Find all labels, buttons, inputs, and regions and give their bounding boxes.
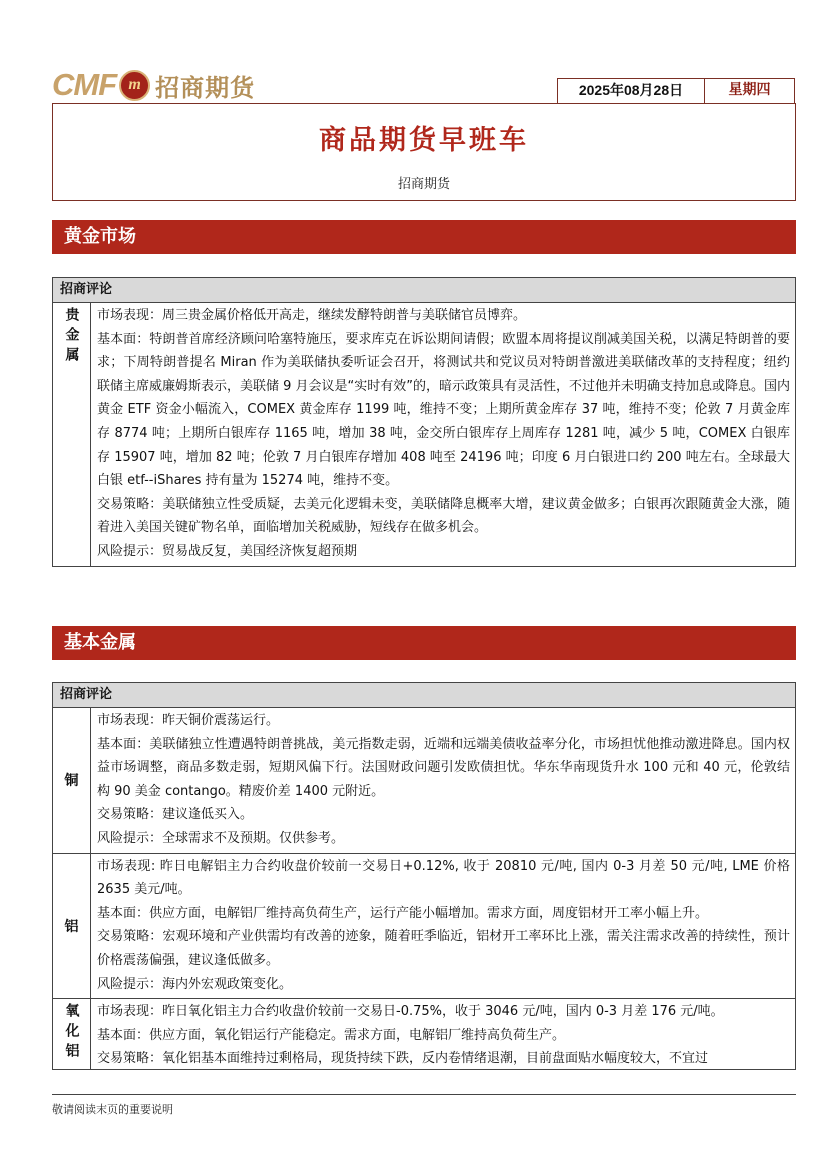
- table-row: [53, 999, 795, 1069]
- risk-warning: 风险提示：全球需求不及预期。仅供参考。: [97, 830, 345, 846]
- section-title-base-metals: 基本金属: [52, 626, 796, 660]
- commentary-cell: [91, 999, 795, 1069]
- logo-cn-text: 招商期货: [155, 72, 256, 102]
- fundamentals: 基本面：供应方面，氧化铝运行产能稳定。需求方面，电解铝厂维持高负荷生产。: [97, 1027, 566, 1043]
- table-row: [53, 303, 795, 566]
- commentary-cell: [91, 708, 795, 853]
- report-weekday: 星期四: [705, 78, 795, 104]
- commentary-table-gold: [52, 277, 796, 567]
- commentary-cell: [91, 303, 795, 566]
- category-label: 氧化铝: [63, 1003, 80, 1064]
- commentary-table-base-metals: [52, 682, 796, 1070]
- table-row: [53, 854, 795, 1000]
- table-header: 招商评论: [53, 683, 795, 708]
- market-performance: 市场表现：周三贵金属价格低开高走，继续发酵特朗普与美联储官员博弈。: [97, 308, 527, 323]
- report-date: 2025年08月28日: [557, 78, 705, 104]
- trading-strategy: 交易策略：建议逢低买入。: [97, 807, 254, 823]
- table-row: [53, 708, 795, 854]
- category-cell: [53, 708, 91, 853]
- logo-medal-icon: [119, 70, 150, 101]
- market-performance: 市场表现: 昨日电解铝主力合约收盘价较前一交易日+0.12%, 收于 20810 元/吨, 国内 0-3 月差 50 元/吨, LME 价格 2635 美元/吨。: [97, 858, 790, 898]
- category-cell: [53, 854, 91, 999]
- risk-warning: 风险提示：海内外宏观政策变化。: [97, 976, 293, 992]
- trading-strategy: 交易策略：氧化铝基本面维持过剩格局，现货持续下跌，反内卷情绪退潮，目前盘面贴水幅度较大，不宜过: [97, 1051, 709, 1067]
- market-performance: 市场表现：昨天铜价震荡运行。: [97, 713, 280, 728]
- company-logo: [52, 64, 255, 106]
- fundamentals: 基本面：美联储独立性遭遇特朗普挑战，美元指数走弱，近端和远端美债收益率分化，市场担忧他推动激进降息。国内权益市场调整，商品多数走弱，短期风偏下行。法国财政问题引发欧债担忧。华东华南现货升水 100 元和 40 元，伦敦结构 90 美金 contango。精废价差 1400 元附近。: [97, 736, 790, 799]
- category-label: 贵金属: [63, 307, 80, 367]
- market-performance: 市场表现：昨日氧化铝主力合约收盘价较前一交易日-0.75%，收于 3046 元/吨，国内 0-3 月差 176 元/吨。: [97, 1004, 724, 1020]
- category-cell: [53, 999, 91, 1069]
- risk-warning: 风险提示：贸易战反复，美国经济恢复超预期: [97, 543, 358, 559]
- category-cell: [53, 303, 91, 566]
- title-box: [52, 103, 796, 201]
- trading-strategy: 交易策略：美联储独立性受质疑，去美元化逻辑未变，美联储降息概率大增，建议黄金做多；白银再次跟随黄金大涨，随着进入美国关键矿物名单，面临增加关税威胁，短线存在做多机会。: [97, 496, 790, 536]
- trading-strategy: 交易策略：宏观环境和产业供需均有改善的迹象，随着旺季临近，铝材开工率环比上涨，需关注需求改善的持续性，预计价格震荡偏强，建议逢低做多。: [97, 929, 790, 968]
- fundamentals: 基本面：供应方面，电解铝厂维持高负荷生产，运行产能小幅增加。需求方面，周度铝材开工率小幅上升。: [97, 905, 709, 921]
- category-label: 铝: [64, 918, 79, 935]
- logo-medal-letter: m: [128, 76, 141, 93]
- footer-note: 敬请阅读末页的重要说明: [52, 1094, 796, 1117]
- logo-cmf-text: CMF: [52, 67, 117, 102]
- page-subtitle: 招商期货: [397, 177, 450, 192]
- category-label: 铜: [64, 773, 79, 790]
- commentary-cell: [91, 854, 795, 999]
- page-title: 商品期货早班车: [319, 125, 529, 156]
- table-header: 招商评论: [53, 278, 795, 303]
- section-title-gold: 黄金市场: [52, 220, 796, 254]
- fundamentals: 基本面：特朗普首席经济顾问哈塞特施压，要求库克在诉讼期间请假；欧盟本周将提议削减美国关税，以满足特朗普的要求；下周特朗普提名 Miran 作为美联储执委听证会召开，将测试共和党议员对特朗普激进美联储改革的支持程度；纽约联储主席威廉姆斯表示，美联储 9 月会议是“实时有效”的，暗示政策具有灵活性，不过他并未明确支持加息或降息。国内黄金 ETF 资金小幅流入，COMEX 黄金库存 1199 吨，维持不变；上期所黄金库存 37 吨，维持不变；伦敦 7 月黄金库存 8774 吨；上期所白银库存 1165 吨，增加 38 吨，金交所白银库存上周库存 1281 吨，减少 5 吨，COMEX 白银库存 15907 吨，增加 82 吨；伦敦 7 月白银库存增加 408 吨至 24196 吨；印度 6 月白银进口约 200 吨左右。全球最大白银 etf--iShares 持有量为 15274 吨，维持不变。: [97, 331, 791, 489]
